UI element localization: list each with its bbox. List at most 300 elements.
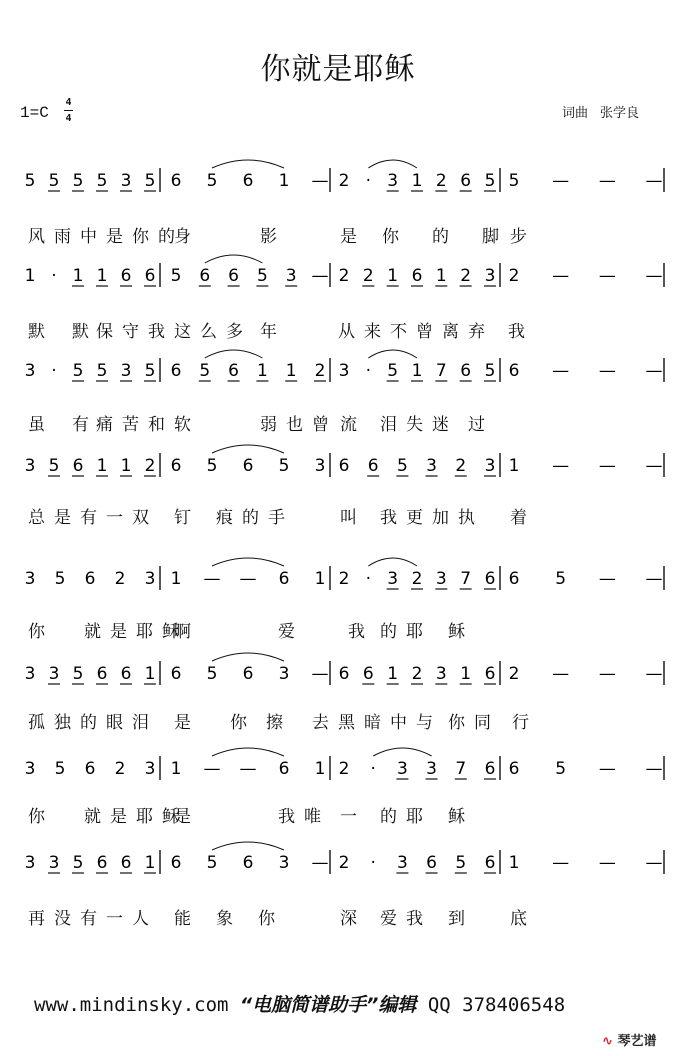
note: 5 (387, 361, 399, 381)
lyric-char: 有 (80, 508, 97, 528)
lyric-char: 稣 (448, 622, 465, 642)
lyric-char: 迷 (432, 415, 449, 435)
lyric-char: 的 (380, 807, 397, 827)
note: 7 (455, 759, 467, 779)
note: 6 (228, 266, 240, 286)
lyric-char: 耶 (406, 622, 423, 642)
hold-dash: — (645, 853, 663, 873)
note: 2 (411, 569, 423, 589)
lyric-char: 痛 (96, 415, 113, 435)
lyric-char: 稣 (448, 807, 465, 827)
lyric-char: 我 (278, 807, 295, 827)
lyric-char: 总 (28, 508, 45, 528)
lyric-char: 的 (380, 622, 397, 642)
note: 5 (72, 853, 84, 873)
lyric-char: 耶 (136, 807, 153, 827)
slur (212, 445, 284, 453)
note: 2 (508, 664, 520, 684)
lyric-char: 我 (406, 909, 423, 929)
lyric-char: 中 (390, 713, 407, 733)
lyric-char: 风 (28, 227, 45, 247)
lyric-char: 软 (174, 415, 191, 435)
lyric-char: 雨 (54, 227, 71, 247)
lyric-char: 叫 (340, 508, 357, 528)
note: 3 (120, 361, 132, 381)
hold-dash: — (598, 664, 616, 684)
note: 5 (206, 853, 218, 873)
note: 2 (338, 569, 350, 589)
dot-mark: · (370, 853, 376, 873)
note: 7 (460, 569, 472, 589)
note: 6 (144, 266, 156, 286)
note: 2 (338, 759, 350, 779)
hold-dash: — (311, 171, 329, 191)
note: 3 (387, 569, 399, 589)
note: 2 (435, 171, 447, 191)
note: 5 (144, 361, 156, 381)
meter-numerator: 4 (65, 97, 72, 108)
song-title: 你就是耶稣 (260, 52, 416, 87)
slur (368, 350, 417, 358)
note: 3 (426, 456, 438, 476)
lyric-char: 底 (510, 909, 527, 929)
hold-dash: — (552, 171, 570, 191)
note: 6 (242, 664, 254, 684)
note: 6 (170, 853, 182, 873)
lyric-char: 擦 (266, 713, 283, 733)
note: 3 (24, 853, 36, 873)
lyric-char: 么 (200, 322, 217, 342)
lyric-char: 是 (54, 508, 71, 528)
note: 6 (170, 456, 182, 476)
lyric-char: 这 (174, 322, 191, 342)
note: 1 (508, 853, 520, 873)
note: 3 (278, 853, 290, 873)
hold-dash: — (311, 664, 329, 684)
lyric-char: 也 (286, 415, 303, 435)
lyric-char: 再 (28, 909, 45, 929)
hold-dash: — (598, 456, 616, 476)
lyric-char: 弃 (468, 322, 485, 342)
note: 6 (484, 759, 496, 779)
note: 6 (278, 569, 290, 589)
note: 5 (144, 171, 156, 191)
slur (205, 255, 263, 263)
lyric-char: 中 (80, 227, 97, 247)
lyric-char: 耶 (406, 807, 423, 827)
lyric-char: 我 (380, 508, 397, 528)
note: 3 (48, 664, 60, 684)
key-signature: 1=C (20, 104, 49, 122)
note: 6 (96, 664, 108, 684)
note: 2 (114, 569, 126, 589)
note: 5 (72, 361, 84, 381)
slur (212, 653, 284, 661)
hold-dash: — (645, 664, 663, 684)
hold-dash: — (645, 361, 663, 381)
lyric-char: 是 (110, 622, 127, 642)
note: 1 (435, 266, 447, 286)
note: 5 (484, 171, 496, 191)
lyric-char: 一 (106, 909, 123, 929)
lyric-char: 有 (72, 415, 89, 435)
note: 3 (396, 853, 408, 873)
lyric-char: 你 (382, 227, 399, 247)
slur (212, 842, 284, 850)
note: 2 (362, 266, 374, 286)
note: 6 (367, 456, 379, 476)
note: 2 (338, 171, 350, 191)
hold-dash: — (645, 569, 663, 589)
lyric-char: 眼 (106, 713, 123, 733)
footer-qq: QQ 378406548 (427, 994, 566, 1016)
note: 1 (96, 266, 108, 286)
lyric-char: 到 (448, 909, 465, 929)
note: 1 (460, 664, 472, 684)
lyric-char: 苦 (122, 415, 139, 435)
hold-dash: — (598, 853, 616, 873)
note: 5 (170, 266, 182, 286)
lyric-char: 脚 (482, 227, 499, 247)
lyric-char: 弱 (260, 415, 277, 435)
lyric-char: 默 (72, 322, 89, 342)
lyric-char: 孤 (28, 713, 45, 733)
lyric-char: 人 (132, 909, 149, 929)
lyric-char: 的 (432, 227, 449, 247)
hold-dash: — (598, 171, 616, 191)
lyric-char: 的 (242, 508, 259, 528)
lyric-char: 不 (390, 322, 407, 342)
note: 6 (508, 759, 520, 779)
note: 6 (84, 759, 96, 779)
lyric-char: 身 (174, 227, 191, 247)
lyric-char: 象 (216, 909, 233, 929)
footer (34, 990, 565, 1017)
note: 3 (387, 171, 399, 191)
note: 1 (144, 664, 156, 684)
note: 6 (426, 853, 438, 873)
dot-mark: · (365, 361, 372, 381)
slur (368, 160, 417, 168)
note: 1 (278, 171, 290, 191)
note: 6 (411, 266, 423, 286)
hold-dash: — (552, 664, 570, 684)
note: 6 (96, 853, 108, 873)
dot-mark: · (370, 759, 376, 779)
lyric-char: 深 (340, 909, 357, 929)
credits-label: 词曲 (562, 106, 589, 121)
note: 1 (96, 456, 108, 476)
lyric-char: 能 (174, 909, 191, 929)
note: 5 (72, 171, 84, 191)
note: 5 (48, 456, 60, 476)
note: 2 (460, 266, 472, 286)
note: 3 (314, 456, 326, 476)
lyric-char: 稣 (162, 622, 179, 642)
note: 5 (206, 171, 218, 191)
note: 5 (555, 569, 567, 589)
note: 1 (144, 853, 156, 873)
lyric-char: 的 (80, 713, 97, 733)
note: 3 (435, 569, 447, 589)
hold-dash: — (598, 361, 616, 381)
note: 6 (484, 569, 496, 589)
hold-dash: — (552, 266, 570, 286)
note: 6 (170, 171, 182, 191)
note: 5 (484, 361, 496, 381)
meter-denominator: 4 (65, 113, 72, 124)
note: 6 (338, 456, 350, 476)
hold-dash: — (203, 759, 221, 779)
lyric-char: 流 (340, 415, 357, 435)
lyric-char: 就 (84, 807, 101, 827)
lyric-char: 你 (132, 227, 149, 247)
note: 6 (120, 266, 132, 286)
lyric-char: 行 (512, 713, 529, 733)
note: 6 (242, 456, 254, 476)
note: 3 (435, 664, 447, 684)
hold-dash: — (552, 853, 570, 873)
lyric-char: 是 (174, 713, 191, 733)
note: 6 (228, 361, 240, 381)
lyric-char: 你 (448, 713, 465, 733)
note: 6 (170, 664, 182, 684)
note: 6 (242, 853, 254, 873)
lyric-char: 就 (84, 622, 101, 642)
hold-dash: — (311, 853, 329, 873)
note: 3 (24, 361, 36, 381)
lyric-char: 年 (260, 322, 277, 342)
note: 6 (362, 664, 374, 684)
hold-dash: — (203, 569, 221, 589)
hold-dash: — (598, 569, 616, 589)
note: 3 (484, 456, 496, 476)
slur (368, 558, 417, 566)
note: 5 (256, 266, 268, 286)
note: 3 (426, 759, 438, 779)
note: 1 (256, 361, 268, 381)
note: 2 (411, 664, 423, 684)
note: 1 (411, 171, 423, 191)
note: 3 (285, 266, 297, 286)
note: 7 (435, 361, 447, 381)
lyric-char: 没 (54, 909, 71, 929)
note: 5 (555, 759, 567, 779)
lyric-char: 曾 (416, 322, 433, 342)
note: 3 (484, 266, 496, 286)
note: 5 (72, 664, 84, 684)
lyric-char: 保 (96, 322, 113, 342)
lyric-char: 手 (268, 508, 285, 528)
hold-dash: — (598, 266, 616, 286)
note: 6 (484, 664, 496, 684)
note: 3 (396, 759, 408, 779)
watermark-logo (602, 1030, 656, 1049)
lyric-char: 你 (230, 713, 247, 733)
lyric-char: 有 (80, 909, 97, 929)
note: 5 (278, 456, 290, 476)
hold-dash: — (645, 171, 663, 191)
slur (212, 160, 284, 168)
note: 3 (120, 171, 132, 191)
lyric-char: 你 (258, 909, 275, 929)
lyric-char: 与 (416, 713, 433, 733)
note: 6 (484, 853, 496, 873)
dot-mark: · (365, 171, 372, 191)
note: 5 (396, 456, 408, 476)
logo-icon: ∿ (602, 1034, 613, 1049)
note: 5 (508, 171, 520, 191)
lyric-char: 暗 (364, 713, 381, 733)
lyric-char: 是 (110, 807, 127, 827)
lyric-char: 是 (340, 227, 357, 247)
note: 5 (48, 171, 60, 191)
dot-mark: · (51, 361, 57, 381)
lyric-char: 来 (364, 322, 381, 342)
note: 1 (120, 456, 132, 476)
lyric-char: 过 (468, 415, 485, 435)
lyric-char: 离 (442, 322, 459, 342)
hold-dash: — (239, 759, 257, 779)
note: 1 (411, 361, 423, 381)
lyric-char: 着 (510, 508, 527, 528)
lyric-char: 的 (158, 227, 175, 247)
note: 1 (24, 266, 36, 286)
note: 1 (314, 759, 326, 779)
lyric-char: 加 (432, 508, 449, 528)
note: 6 (120, 664, 132, 684)
watermark-text: 琴艺谱 (617, 1034, 657, 1049)
note: 6 (338, 664, 350, 684)
note: 5 (206, 456, 218, 476)
note: 1 (170, 569, 182, 589)
hold-dash: — (645, 456, 663, 476)
note: 6 (460, 171, 472, 191)
lyric-char: 爱 (380, 909, 397, 929)
dot-mark: · (51, 266, 57, 286)
lyric-char: 耶 (136, 622, 153, 642)
lyric-char: 泪 (132, 713, 149, 733)
lyric-char: 痕 (216, 508, 233, 528)
note: 3 (24, 569, 36, 589)
note: 6 (508, 361, 520, 381)
note: 1 (314, 569, 326, 589)
note: 3 (144, 759, 156, 779)
note: 6 (72, 456, 84, 476)
note: 1 (72, 266, 84, 286)
note: 5 (54, 759, 66, 779)
note: 5 (24, 171, 36, 191)
lyric-char: 是 (174, 807, 191, 827)
note: 5 (54, 569, 66, 589)
note: 3 (144, 569, 156, 589)
lyric-char: 啊 (174, 622, 191, 642)
slur (205, 350, 263, 358)
hold-dash: — (239, 569, 257, 589)
lyric-char: 同 (474, 713, 491, 733)
slur (212, 558, 284, 566)
note: 6 (170, 361, 182, 381)
hold-dash: — (645, 759, 663, 779)
lyric-char: 是 (106, 227, 123, 247)
note: 3 (24, 664, 36, 684)
footer-url[interactable]: www.mindinsky.com (34, 994, 229, 1016)
note: 5 (199, 361, 211, 381)
dot-mark: · (365, 569, 372, 589)
note: 6 (199, 266, 211, 286)
note: 5 (206, 664, 218, 684)
hold-dash: — (311, 266, 329, 286)
lyric-char: 双 (132, 508, 149, 528)
hold-dash: — (645, 266, 663, 286)
hold-dash: — (552, 456, 570, 476)
note: 5 (96, 361, 108, 381)
slur (373, 748, 431, 756)
lyric-char: 独 (54, 713, 71, 733)
note: 3 (24, 759, 36, 779)
note: 6 (508, 569, 520, 589)
credits-author: 张学良 (600, 106, 640, 121)
lyric-char: 我 (348, 622, 365, 642)
note: 2 (508, 266, 520, 286)
note: 2 (338, 266, 350, 286)
lyric-char: 失 (406, 415, 423, 435)
lyric-char: 我 (148, 322, 165, 342)
lyric-char: 稣 (162, 807, 179, 827)
note: 6 (242, 171, 254, 191)
lyric-char: 步 (510, 227, 527, 247)
note: 3 (338, 361, 350, 381)
lyric-char: 一 (340, 807, 357, 827)
lyric-char: 影 (260, 227, 277, 247)
footer-tool: “电脑简谱助手”编辑 (239, 994, 417, 1016)
note: 1 (387, 266, 399, 286)
lyric-char: 多 (226, 322, 243, 342)
lyric-char: 从 (338, 322, 355, 342)
slur (212, 748, 284, 756)
hold-dash: — (552, 361, 570, 381)
lyric-char: 和 (148, 415, 165, 435)
note: 2 (338, 853, 350, 873)
lyric-char: 去 (312, 713, 329, 733)
lyric-char: 钉 (174, 508, 191, 528)
note: 2 (314, 361, 326, 381)
note: 5 (96, 171, 108, 191)
note: 6 (120, 853, 132, 873)
note: 1 (387, 664, 399, 684)
hold-dash: — (598, 759, 616, 779)
note: 1 (170, 759, 182, 779)
lyric-char: 你 (28, 622, 45, 642)
lyric-char: 守 (122, 322, 139, 342)
lyric-char: 默 (28, 322, 45, 342)
note: 1 (508, 456, 520, 476)
lyric-char: 执 (458, 508, 475, 528)
note: 6 (84, 569, 96, 589)
lyric-char: 泪 (380, 415, 397, 435)
note: 2 (114, 759, 126, 779)
lyric-char: 虽 (28, 415, 45, 435)
note: 2 (455, 456, 467, 476)
lyric-char: 爱 (278, 622, 295, 642)
note: 1 (285, 361, 297, 381)
note: 3 (48, 853, 60, 873)
lyric-char: 我 (508, 322, 525, 342)
lyric-char: 更 (406, 508, 423, 528)
lyric-char: 唯 (304, 807, 321, 827)
note: 6 (278, 759, 290, 779)
note: 3 (24, 456, 36, 476)
